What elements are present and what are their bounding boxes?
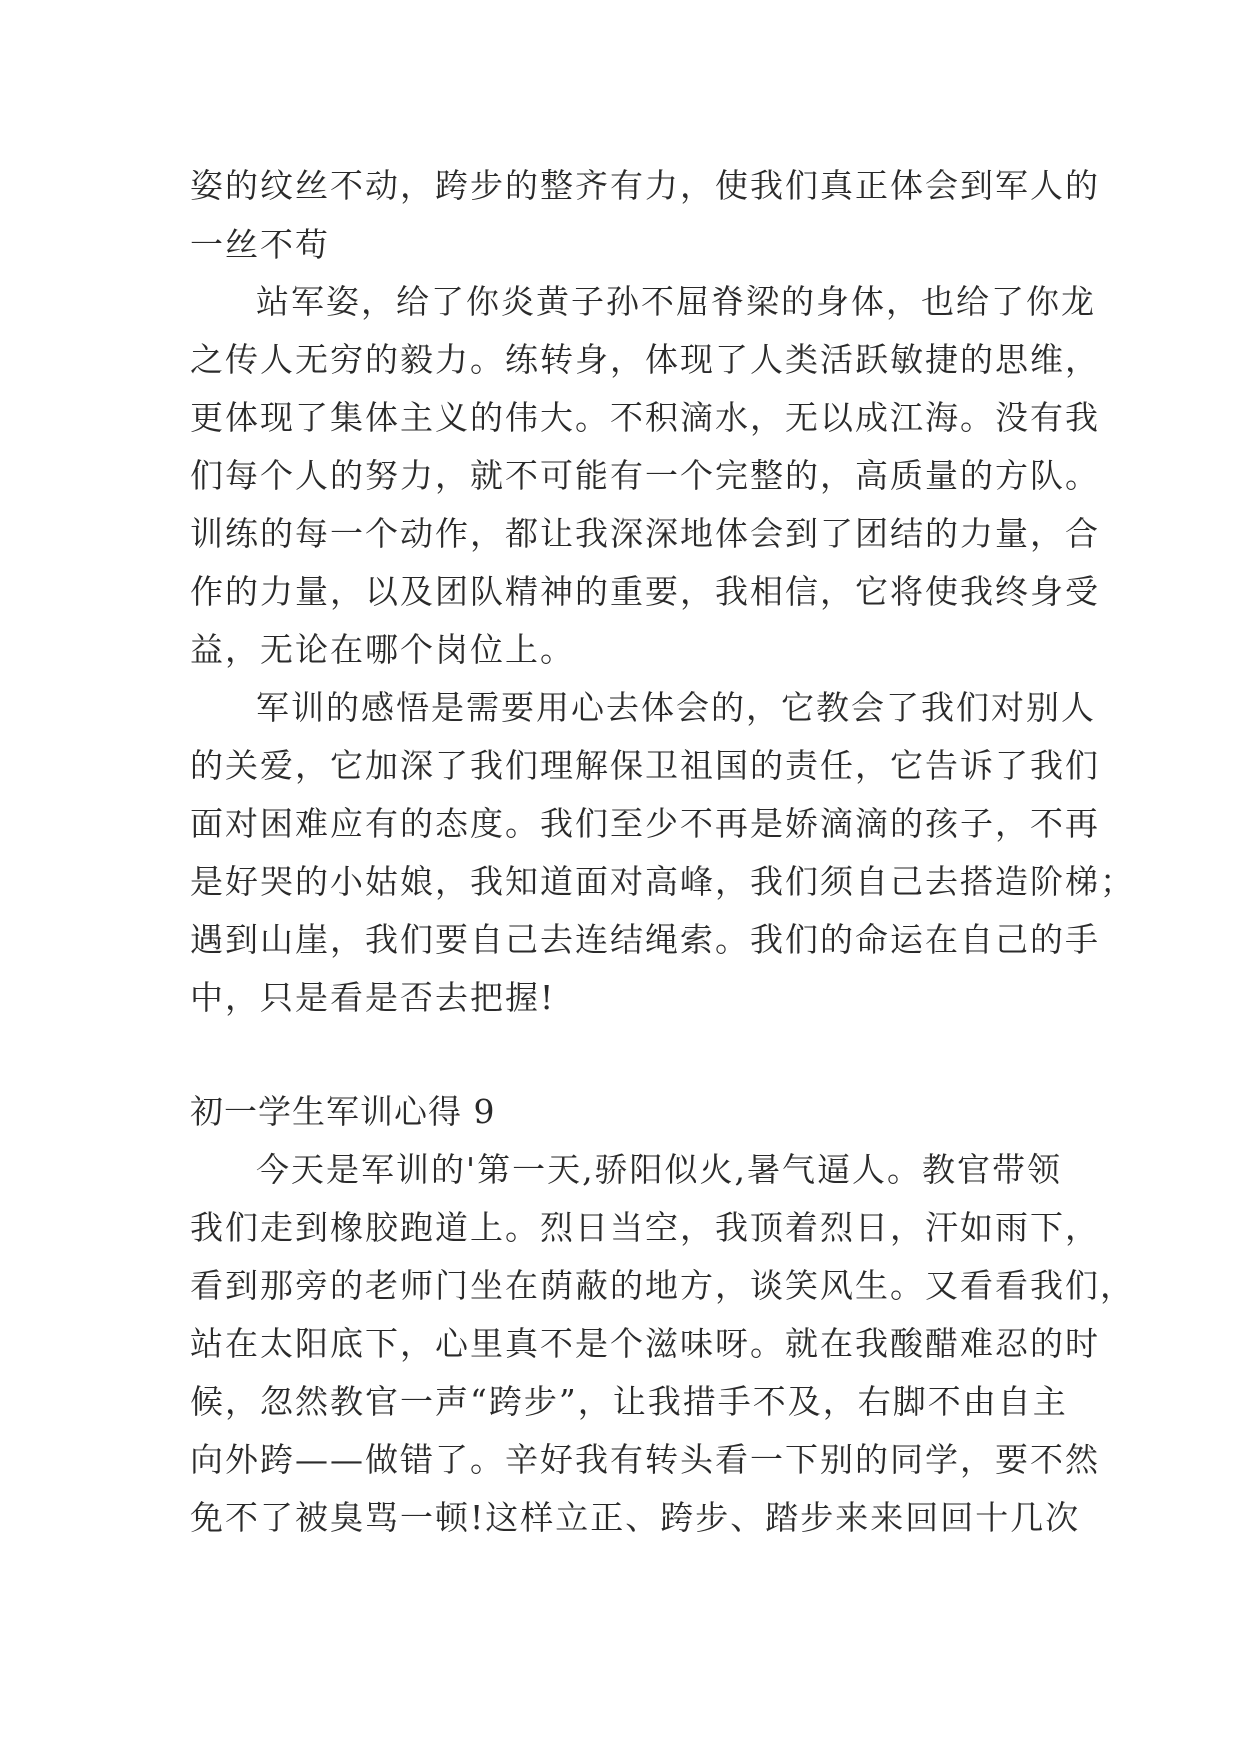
text-line: 候，忽然教官一声“跨步”，让我措手不及，右脚不由自主 bbox=[190, 1382, 1068, 1421]
text-line: 们每个人的努力，就不可能有一个完整的，高质量的方队。 bbox=[190, 456, 1100, 495]
text-line: 遇到山崖，我们要自己去连结绳索。我们的命运在自己的手 bbox=[190, 920, 1100, 959]
text-line: 训练的每一个动作，都让我深深地体会到了团结的力量，合 bbox=[190, 514, 1100, 553]
text-line: 姿的纹丝不动，跨步的整齐有力，使我们真正体会到军人的 bbox=[190, 166, 1100, 205]
text-line: 益，无论在哪个岗位上。 bbox=[190, 630, 575, 669]
text-line: 更体现了集体主义的伟大。不积滴水，无以成江海。没有我 bbox=[190, 398, 1100, 437]
paragraph-first-line: 今天是军训的'第一天,骄阳似火,暑气逼人。教官带领 bbox=[256, 1150, 1063, 1189]
text-line: 一丝不苟 bbox=[190, 225, 330, 264]
text-line: 看到那旁的老师门坐在荫蔽的地方，谈笑风生。又看看我们， bbox=[190, 1266, 1135, 1305]
text-line: 中，只是看是否去把握! bbox=[190, 978, 556, 1017]
text-line: 面对困难应有的态度。我们至少不再是娇滴滴的孩子，不再 bbox=[190, 804, 1100, 843]
text-line: 免不了被臭骂一顿!这样立正、跨步、踏步来来回回十几次 bbox=[190, 1498, 1081, 1537]
text-line: 向外跨——做错了。辛好我有转头看一下别的同学，要不然 bbox=[190, 1440, 1100, 1479]
text-line: 作的力量，以及团队精神的重要，我相信，它将使我终身受 bbox=[190, 572, 1100, 611]
text-line: 我们走到橡胶跑道上。烈日当空，我顶着烈日，汗如雨下， bbox=[190, 1208, 1100, 1247]
text-line: 的关爱，它加深了我们理解保卫祖国的责任，它告诉了我们 bbox=[190, 746, 1100, 785]
text-line: 站在太阳底下，心里真不是个滋味呀。就在我酸醋难忍的时 bbox=[190, 1324, 1100, 1363]
text-line: 之传人无穷的毅力。练转身，体现了人类活跃敏捷的思维， bbox=[190, 340, 1100, 379]
paragraph-first-line: 军训的感悟是需要用心去体会的，它教会了我们对别人 bbox=[256, 688, 1096, 727]
section-title: 初一学生军训心得 9 bbox=[190, 1092, 496, 1131]
text-line: 是好哭的小姑娘，我知道面对高峰，我们须自己去搭造阶梯； bbox=[190, 862, 1135, 901]
paragraph-first-line: 站军姿，给了你炎黄子孙不屈脊梁的身体，也给了你龙 bbox=[256, 282, 1096, 321]
